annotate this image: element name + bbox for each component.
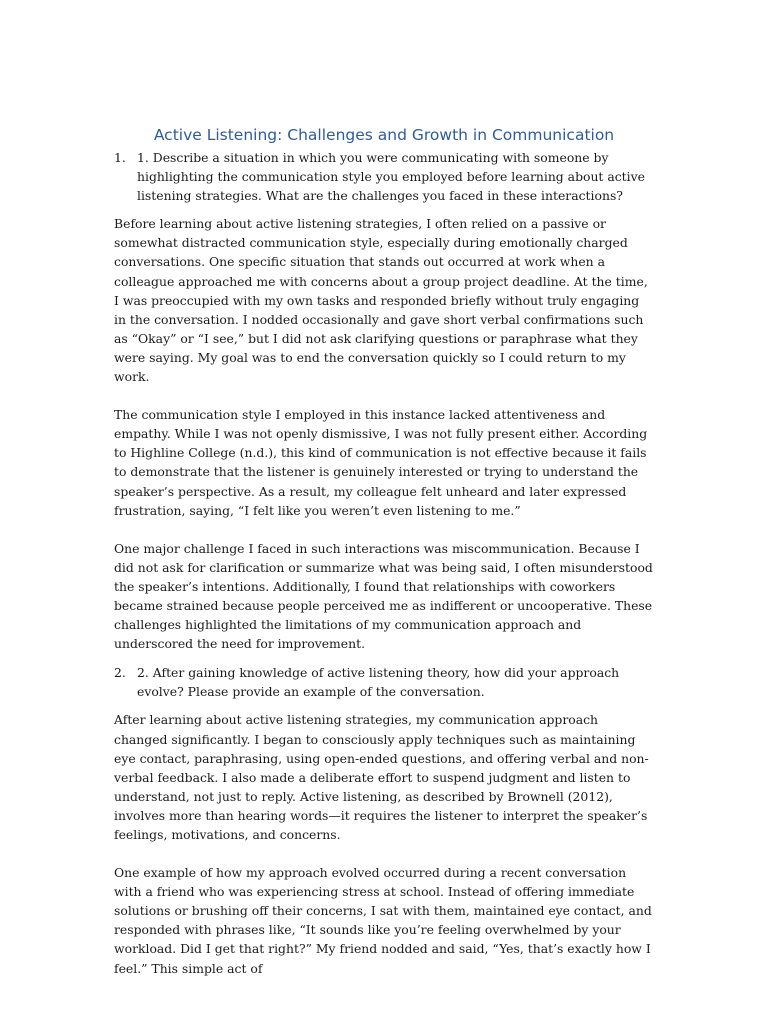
question-1	[114, 148, 654, 205]
document-title: Active Listening: Challenges and Growth in Communication	[153, 126, 615, 144]
question-2	[114, 663, 654, 701]
question-1-number: 1.	[114, 150, 126, 165]
answer-2-paragraph-2: One example of how my approach evolved occurred during a recent conversation with a friend who was experiencing stress at school. Instead of offering immediate solutions or brushing off their concerns, I sat with them, maintained eye contact, and responded with phrases like, “It sounds like you’re feeling overwhelmed by your workload. Did I get that right?” My friend nodded and said, “Yes, that’s exactly how I feel.” This simple act of	[114, 865, 652, 976]
question-1-text: 1. Describe a situation in which you were communicating with someone by highlighting the communication style you employed before learning about active listening strategies. What are the challenges you faced in these interactions?	[137, 150, 645, 204]
question-2-text: 2. After gaining knowledge of active listening theory, how did your approach evolve? Please provide an example of the conversation.	[137, 665, 620, 700]
question-2-number: 2.	[114, 665, 126, 681]
answer-2-paragraph-1: After learning about active listening strategies, my communication approach changed significantly. I began to consciously apply techniques such as maintaining eye contact, paraphrasing, using open-ended questions, and offering verbal and non-verbal feedback. I also made a deliberate effort to suspend judgment and listen to understand, not just to reply. Active listening, as described by Brownell (2012), involves more than hearing words—it requires the listener to interpret the speaker’s feelings, motivations, and concerns.	[114, 712, 649, 842]
answer-1-paragraph-3: One major challenge I faced in such interactions was miscommunication. Because I did not ask for clarification or summarize what was being said, I often misunderstood the speaker’s intentions. Additionally, I found that relationships with coworkers became strained because people perceived me as indifferent or uncooperative. These challenges highlighted the limitations of my communication approach and underscored the need for improvement.	[114, 540, 653, 652]
answer-1-paragraph-1: Before learning about active listening strategies, I often relied on a passive or somewhat distracted communication style, especially during emotionally charged conversations. One specific situation that stands out occurred at work when a colleague approached me with concerns about a group project deadline. At the time, I was preoccupied with my own tasks and responded briefly without truly engaging in the conversation. I nodded occasionally and gave short verbal confirmations such as “Okay” or “I see,” but I did not ask clarifying questions or paraphrase what they were saying. My goal was to end the conversation quickly so I could return to my work.	[114, 216, 648, 385]
document-body	[114, 124, 654, 997]
answer-1-paragraph-2: The communication style I employed in this instance lacked attentiveness and empathy. While I was not openly dismissive, I was not fully present either. According to Highline College (n.d.), this kind of communication is not effective because it fails to demonstrate that the listener is genuinely interested or trying to understand the speaker’s perspective. As a result, my colleague felt unheard and later expressed frustration, saying, “I felt like you weren’t even listening to me.”	[114, 407, 648, 518]
